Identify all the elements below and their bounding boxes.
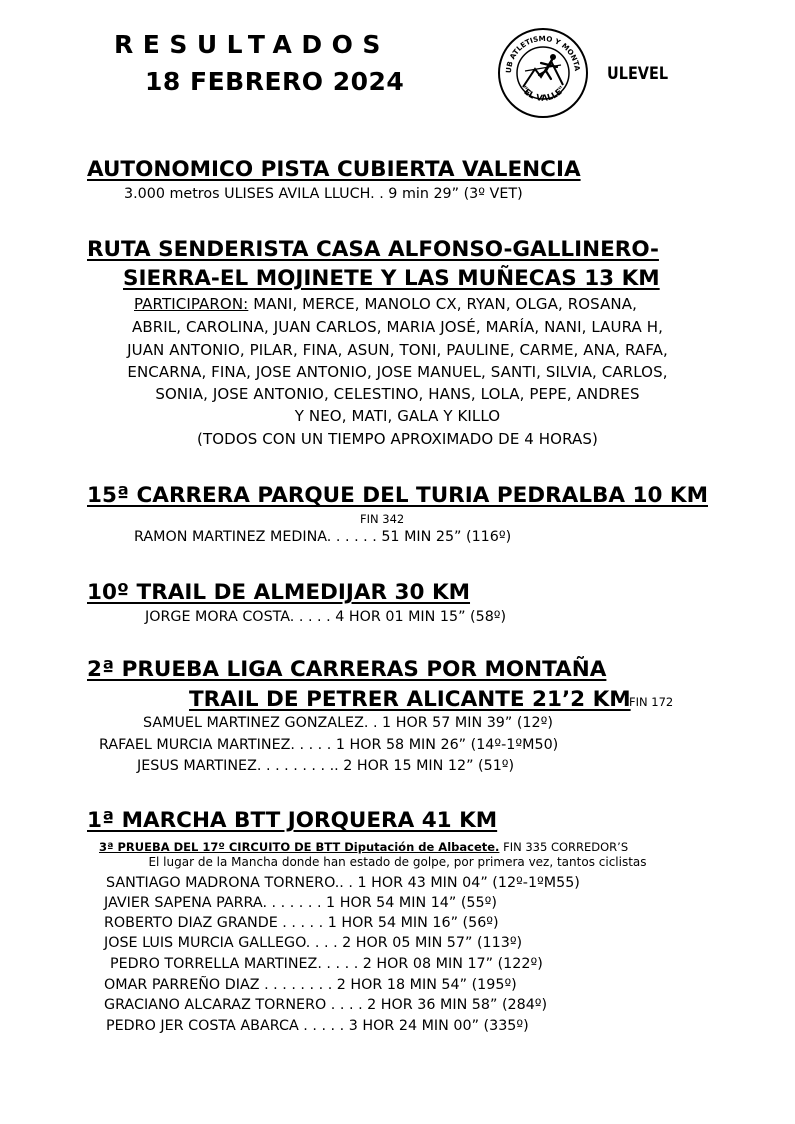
club-logo — [497, 27, 589, 119]
result-line: GRACIANO ALCARAZ TORNERO . . . . 2 HOR 36 MIN 58” (284º) — [104, 997, 548, 1013]
section-heading: AUTONOMICO PISTA CUBIERTA VALENCIA — [87, 157, 581, 182]
participants-note: (TODOS CON UN TIEMPO APROXIMADO DE 4 HORAS) — [197, 430, 598, 448]
finishers-count: FIN 335 CORREDOR’S — [499, 840, 629, 854]
event-subheading — [99, 836, 628, 855]
finishers-count: FIN 342 — [360, 512, 405, 526]
result-line: SAMUEL MARTINEZ GONZALEZ. . 1 HOR 57 MIN 39” (12º) — [143, 715, 553, 731]
result-line: JOSE LUIS MURCIA GALLEGO. . . . 2 HOR 05 MIN 57” (113º) — [104, 935, 523, 951]
logo-bottom-text: "EL VALLE" — [518, 84, 568, 104]
svg-text:"EL VALLE" — [518, 85, 567, 104]
participants-names: MANI, MERCE, MANOLO CX, RYAN, OLGA, ROSANA, — [248, 295, 637, 313]
result-line: JAVIER SAPENA PARRA. . . . . . . 1 HOR 54 MIN 14” (55º) — [104, 895, 497, 911]
finishers-count: FIN 172 — [629, 695, 674, 709]
svg-text:CLUB ATLETISMO Y MONTAÑA — [497, 27, 582, 73]
section-heading: 2ª PRUEBA LIGA CARRERAS POR MONTAÑA — [87, 657, 607, 682]
result-line: PEDRO JER COSTA ABARCA . . . . . 3 HOR 24 MIN 00” (335º) — [106, 1018, 529, 1034]
sponsor-logo: ULEVEL — [607, 64, 669, 84]
section-heading: 1ª MARCHA BTT JORQUERA 41 KM — [87, 808, 498, 833]
section-heading: TRAIL DE PETRER ALICANTE 21’2 KM — [189, 687, 631, 712]
section-heading: 10º TRAIL DE ALMEDIJAR 30 KM — [87, 580, 471, 605]
participants-line: ENCARNA, FINA, JOSE ANTONIO, JOSE MANUEL, SANTI, SILVIA, CARLOS, — [127, 363, 668, 381]
result-line: RAFAEL MURCIA MARTINEZ. . . . . 1 HOR 58 MIN 26” (14º-1ºM50) — [99, 737, 559, 753]
section-heading: 15ª CARRERA PARQUE DEL TURIA PEDRALBA 10 KM — [87, 483, 708, 508]
participants-line: ABRIL, CAROLINA, JUAN CARLOS, MARIA JOSÉ, MARÍA, NANI, LAURA H, — [131, 318, 664, 336]
result-line: JESUS MARTINEZ. . . . . . . . .. 2 HOR 15 MIN 12” (51º) — [137, 758, 515, 774]
result-line: RAMON MARTINEZ MEDINA. . . . . . 51 MIN 25” (116º) — [134, 529, 512, 545]
participants-label: PARTICIPARON: — [134, 295, 249, 313]
participants-line: SONIA, JOSE ANTONIO, CELESTINO, HANS, LOLA, PEPE, ANDRES — [155, 385, 640, 403]
result-line: ROBERTO DIAZ GRANDE . . . . . 1 HOR 54 MIN 16” (56º) — [104, 915, 499, 931]
runner-emblem-icon — [523, 54, 563, 87]
circuit-label: 3ª PRUEBA DEL 17º CIRCUITO DE BTT Diputación de Albacete. — [99, 840, 500, 854]
page-date: 18 FEBRERO 2024 — [145, 67, 405, 96]
result-line: JORGE MORA COSTA. . . . . 4 HOR 01 MIN 15” (58º) — [145, 609, 507, 625]
participants-line — [134, 295, 637, 313]
participants-line: JUAN ANTONIO, PILAR, FINA, ASUN, TONI, PAULINE, CARME, ANA, RAFA, — [127, 341, 668, 359]
participants-line: Y NEO, MATI, GALA Y KILLO — [294, 407, 501, 425]
logo-top-text: UB ATLETISMO Y MONTA — [503, 33, 583, 74]
section-heading: RUTA SENDERISTA CASA ALFONSO-GALLINERO- — [87, 237, 659, 262]
event-note: El lugar de la Mancha donde han estado de golpe, por primera vez, tantos ciclistas — [148, 855, 647, 869]
result-line: 3.000 metros ULISES AVILA LLUCH. . 9 min 29” (3º VET) — [124, 186, 523, 202]
page-title: RESULTADOS — [114, 30, 390, 59]
result-line: SANTIAGO MADRONA TORNERO.. . 1 HOR 43 MIN 04” (12º-1ºM55) — [106, 875, 580, 891]
result-line: OMAR PARREÑO DIAZ . . . . . . . . 2 HOR 18 MIN 54” (195º) — [104, 977, 517, 993]
result-line: PEDRO TORRELLA MARTINEZ. . . . . 2 HOR 08 MIN 17” (122º) — [110, 956, 543, 972]
section-heading: SIERRA-EL MOJINETE Y LAS MUÑECAS 13 KM — [123, 266, 660, 291]
